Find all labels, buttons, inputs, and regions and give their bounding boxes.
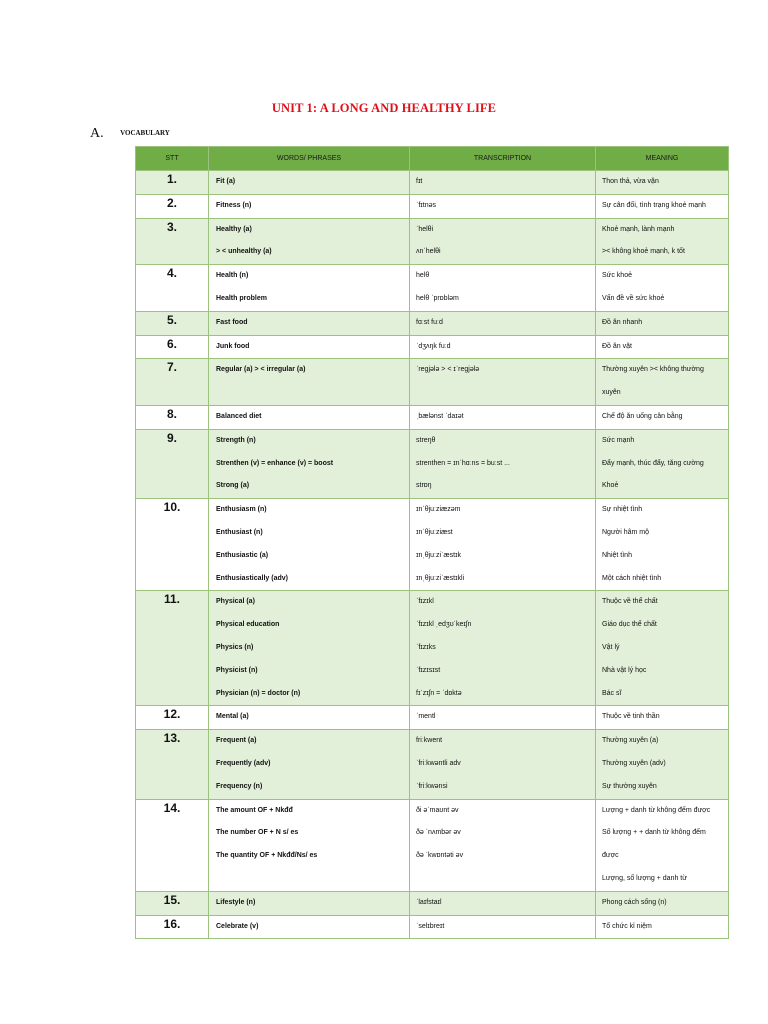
- meaning-cell: [596, 915, 729, 939]
- word-phrase-cell: [209, 194, 410, 218]
- word-phrase-line: Physics (n): [216, 643, 254, 651]
- meaning-cell: [596, 706, 729, 730]
- meaning-line: Chế độ ăn uống cân bằng: [602, 412, 683, 420]
- transcription-line: fɑːst fuːd: [416, 318, 443, 326]
- header-words: WORDS/ PHRASES: [209, 147, 410, 171]
- word-phrase-cell: [209, 265, 410, 312]
- transcription-cell: [410, 311, 596, 335]
- word-phrase-line: Frequently (adv): [216, 759, 271, 767]
- word-phrase-cell: [209, 591, 410, 706]
- meaning-cell: [596, 799, 729, 891]
- word-phrase-line: Physical (a): [216, 598, 255, 606]
- meaning-line: Thường xuyên (a): [602, 737, 659, 745]
- transcription-line: ˈregjələ > < ɪˈregjələ: [416, 366, 480, 374]
- table-row: [136, 591, 729, 706]
- word-phrase-line: [209, 868, 409, 891]
- transcription-line: [410, 382, 595, 405]
- transcription-line: ˈfɪzɪkl: [416, 598, 434, 606]
- table-header-row: [136, 147, 729, 171]
- meaning-cell: [596, 891, 729, 915]
- meaning-line: Người hâm mộ: [602, 528, 650, 536]
- word-phrase-cell: [209, 311, 410, 335]
- table-row: [136, 915, 729, 939]
- meaning-line: Thường xuyên >< không thường: [602, 366, 704, 374]
- meaning-line: xuyên: [602, 389, 621, 397]
- word-phrase-cell: [209, 499, 410, 591]
- word-phrase-line: The amount OF + Nkđđ: [216, 806, 293, 814]
- word-phrase-line: Enthusiast (n): [216, 528, 263, 536]
- meaning-line: Bác sĩ: [602, 689, 622, 697]
- word-phrase-line: Frequency (n): [216, 782, 263, 790]
- meaning-line: Thon thả, vừa vặn: [602, 178, 659, 185]
- meaning-line: Nhà vật lý học: [602, 666, 647, 674]
- page-title: UNIT 1: A LONG AND HEALTHY LIFE: [271, 101, 497, 115]
- word-phrase-cell: [209, 359, 410, 406]
- transcription-line: helθ: [416, 272, 430, 280]
- word-phrase-cell: [209, 730, 410, 799]
- transcription-line: ɪnˈθjuːziæst: [416, 528, 453, 536]
- meaning-cell: [596, 335, 729, 359]
- meaning-line: Lượng, số lượng + danh từ: [602, 874, 687, 882]
- word-phrase-line: The quantity OF + Nkđđ/Ns/ es: [216, 852, 318, 860]
- section-letter: A.: [90, 126, 104, 141]
- section-label: VOCABULARY: [120, 129, 170, 137]
- meaning-cell: [596, 171, 729, 195]
- transcription-line: ˈfɪzɪkl ˌedʒʊˈkeɪʃn: [416, 621, 472, 629]
- transcription-cell: [410, 194, 596, 218]
- transcription-line: ˈmentl: [416, 713, 436, 721]
- word-phrase-line: Frequent (a): [216, 737, 257, 745]
- word-phrase-line: Health problem: [216, 294, 267, 302]
- row-number: 9.: [136, 429, 209, 498]
- meaning-line: Một cách nhiệt tình: [602, 574, 662, 582]
- header-meaning: MEANING: [596, 147, 729, 171]
- word-phrase-line: > < unhealthy (a): [216, 248, 272, 256]
- transcription-cell: [410, 499, 596, 591]
- word-phrase-cell: [209, 706, 410, 730]
- meaning-line: Sự nhiệt tình: [602, 506, 643, 514]
- meaning-line: được: [602, 852, 619, 860]
- transcription-line: ðə ˈnʌmbər əv: [416, 829, 461, 837]
- vocabulary-table: [135, 146, 729, 939]
- word-phrase-cell: [209, 915, 410, 939]
- transcription-cell: [410, 891, 596, 915]
- word-phrase-line: Fitness (n): [216, 201, 252, 209]
- table-row: [136, 730, 729, 799]
- transcription-line: ðə ˈkwɒntəti əv: [416, 852, 464, 860]
- table-row: [136, 499, 729, 591]
- transcription-cell: [410, 218, 596, 265]
- word-phrase-line: Enthusiastically (adv): [216, 574, 288, 582]
- transcription-line: [410, 868, 595, 891]
- table-body: [136, 171, 729, 939]
- word-phrase-line: The number OF + N s/ es: [216, 829, 299, 837]
- word-phrase-line: Strong (a): [216, 482, 250, 490]
- transcription-line: ˈdʒʌŋk fuːd: [416, 342, 451, 350]
- meaning-cell: [596, 730, 729, 799]
- word-phrase-cell: [209, 799, 410, 891]
- transcription-line: ɪnˈθjuːziæzəm: [416, 506, 461, 514]
- transcription-line: ˈfriːkwənsi: [416, 782, 448, 790]
- meaning-line: Khoẻ: [602, 482, 619, 490]
- row-number: 5.: [136, 311, 209, 335]
- meaning-line: Phong cách sống (n): [602, 898, 667, 906]
- meaning-line: Thuộc về thể chất: [602, 598, 658, 606]
- transcription-line: ˈfɪtnəs: [416, 201, 436, 209]
- row-number: 6.: [136, 335, 209, 359]
- meaning-line: Sự thường xuyên: [602, 782, 657, 790]
- transcription-line: ði əˈmaʊnt əv: [416, 806, 459, 814]
- meaning-cell: [596, 311, 729, 335]
- row-number: 16.: [136, 915, 209, 939]
- row-number: 7.: [136, 359, 209, 406]
- transcription-line: ˈfriːkwəntli adv: [416, 759, 461, 767]
- header-transcription: TRANSCRIPTION: [410, 147, 596, 171]
- table-row: [136, 265, 729, 312]
- section-heading: [90, 124, 170, 142]
- meaning-line: Số lượng + + danh từ không đếm: [602, 829, 706, 837]
- word-phrase-line: Enthusiasm (n): [216, 506, 267, 514]
- transcription-line: ʌnˈhelθi: [416, 248, 441, 256]
- row-number: 1.: [136, 171, 209, 195]
- table-row: [136, 171, 729, 195]
- transcription-cell: [410, 591, 596, 706]
- meaning-cell: [596, 405, 729, 429]
- transcription-cell: [410, 171, 596, 195]
- transcription-cell: [410, 359, 596, 406]
- table-row: [136, 706, 729, 730]
- word-phrase-line: Strength (n): [216, 436, 256, 444]
- word-phrase-cell: [209, 171, 410, 195]
- transcription-line: strɒŋ: [416, 482, 432, 490]
- transcription-line: helθ ˈprɒbləm: [416, 294, 459, 302]
- word-phrase-line: Health (n): [216, 272, 249, 280]
- table-row: [136, 335, 729, 359]
- row-number: 13.: [136, 730, 209, 799]
- table-row: [136, 311, 729, 335]
- transcription-line: ɪnˌθjuːziˈæstɪkli: [416, 574, 465, 582]
- transcription-line: ˌbælənst ˈdaɪət: [416, 412, 464, 420]
- table-row: [136, 359, 729, 406]
- transcription-line: ɪnˌθjuːziˈæstɪk: [416, 551, 462, 559]
- meaning-line: >< không khoẻ mạnh, k tốt: [602, 248, 685, 256]
- word-phrase-cell: [209, 405, 410, 429]
- header-stt: STT: [136, 147, 209, 171]
- meaning-line: Khoẻ mạnh, lành mạnh: [602, 225, 675, 233]
- meaning-cell: [596, 359, 729, 406]
- transcription-line: fɪˈzɪʃn = ˈdɒktə: [416, 689, 462, 697]
- row-number: 15.: [136, 891, 209, 915]
- meaning-line: Sức mạnh: [602, 436, 635, 444]
- word-phrase-cell: [209, 218, 410, 265]
- word-phrase-line: Fit (a): [216, 178, 236, 185]
- transcription-line: ˈfɪzɪks: [416, 643, 436, 651]
- word-phrase-line: Mental (a): [216, 713, 249, 721]
- row-number: 14.: [136, 799, 209, 891]
- meaning-line: Sức khoẻ: [602, 272, 632, 280]
- word-phrase-line: Enthusiastic (a): [216, 551, 269, 559]
- transcription-line: ˈlaɪfstaɪl: [416, 898, 442, 906]
- row-number: 11.: [136, 591, 209, 706]
- transcription-cell: [410, 265, 596, 312]
- transcription-line: ˈfɪzɪsɪst: [416, 666, 441, 674]
- meaning-line: Sự cân đối, tình trạng khoẻ mạnh: [602, 201, 706, 209]
- table-row: [136, 405, 729, 429]
- meaning-line: Lượng + danh từ không đếm được: [602, 806, 711, 814]
- meaning-line: Đồ ăn vặt: [602, 342, 632, 350]
- meaning-line: Vấn đề về sức khoẻ: [602, 294, 665, 302]
- transcription-line: fɪt: [416, 178, 423, 185]
- word-phrase-line: Fast food: [216, 318, 248, 326]
- row-number: 3.: [136, 218, 209, 265]
- word-phrase-cell: [209, 891, 410, 915]
- word-phrase-line: [209, 382, 409, 405]
- word-phrase-line: Healthy (a): [216, 225, 252, 233]
- transcription-cell: [410, 335, 596, 359]
- meaning-cell: [596, 194, 729, 218]
- word-phrase-line: Strenthen (v) = enhance (v) = boost: [216, 459, 334, 467]
- meaning-line: Vật lý: [602, 643, 620, 651]
- meaning-cell: [596, 265, 729, 312]
- meaning-line: Đẩy mạnh, thúc đẩy, tăng cường: [602, 459, 704, 467]
- word-phrase-line: Physician (n) = doctor (n): [216, 689, 301, 697]
- word-phrase-line: Regular (a) > < irregular (a): [216, 366, 306, 374]
- word-phrase-cell: [209, 335, 410, 359]
- meaning-line: Tổ chức kỉ niệm: [602, 922, 652, 930]
- meaning-cell: [596, 499, 729, 591]
- table-row: [136, 429, 729, 498]
- table-row: [136, 891, 729, 915]
- transcription-line: strenthen = ɪnˈhɑːns = buːst ...: [416, 459, 510, 467]
- word-phrase-line: Physical education: [216, 621, 280, 629]
- meaning-line: Thường xuyên (adv): [602, 759, 666, 767]
- row-number: 12.: [136, 706, 209, 730]
- transcription-line: ˈhelθi: [416, 225, 434, 233]
- transcription-line: streŋθ: [416, 436, 436, 444]
- word-phrase-line: Junk food: [216, 342, 250, 350]
- table-row: [136, 799, 729, 891]
- word-phrase-line: Balanced diet: [216, 412, 262, 420]
- word-phrase-cell: [209, 429, 410, 498]
- meaning-line: Thuộc về tinh thần: [602, 713, 660, 721]
- transcription-line: ˈselɪbreɪt: [416, 922, 445, 930]
- meaning-cell: [596, 591, 729, 706]
- transcription-line: friːkwent: [416, 737, 443, 745]
- meaning-cell: [596, 429, 729, 498]
- transcription-cell: [410, 429, 596, 498]
- meaning-line: Đồ ăn nhanh: [602, 318, 643, 326]
- table-row: [136, 218, 729, 265]
- row-number: 8.: [136, 405, 209, 429]
- transcription-cell: [410, 405, 596, 429]
- meaning-line: Nhiệt tình: [602, 551, 632, 559]
- table-row: [136, 194, 729, 218]
- meaning-cell: [596, 218, 729, 265]
- row-number: 2.: [136, 194, 209, 218]
- transcription-cell: [410, 730, 596, 799]
- word-phrase-line: Lifestyle (n): [216, 898, 256, 906]
- meaning-line: Giáo dục thể chất: [602, 621, 657, 629]
- row-number: 4.: [136, 265, 209, 312]
- word-phrase-line: Celebrate (v): [216, 922, 259, 930]
- transcription-cell: [410, 799, 596, 891]
- word-phrase-line: Physicist (n): [216, 666, 258, 674]
- row-number: 10.: [136, 499, 209, 591]
- transcription-cell: [410, 915, 596, 939]
- transcription-cell: [410, 706, 596, 730]
